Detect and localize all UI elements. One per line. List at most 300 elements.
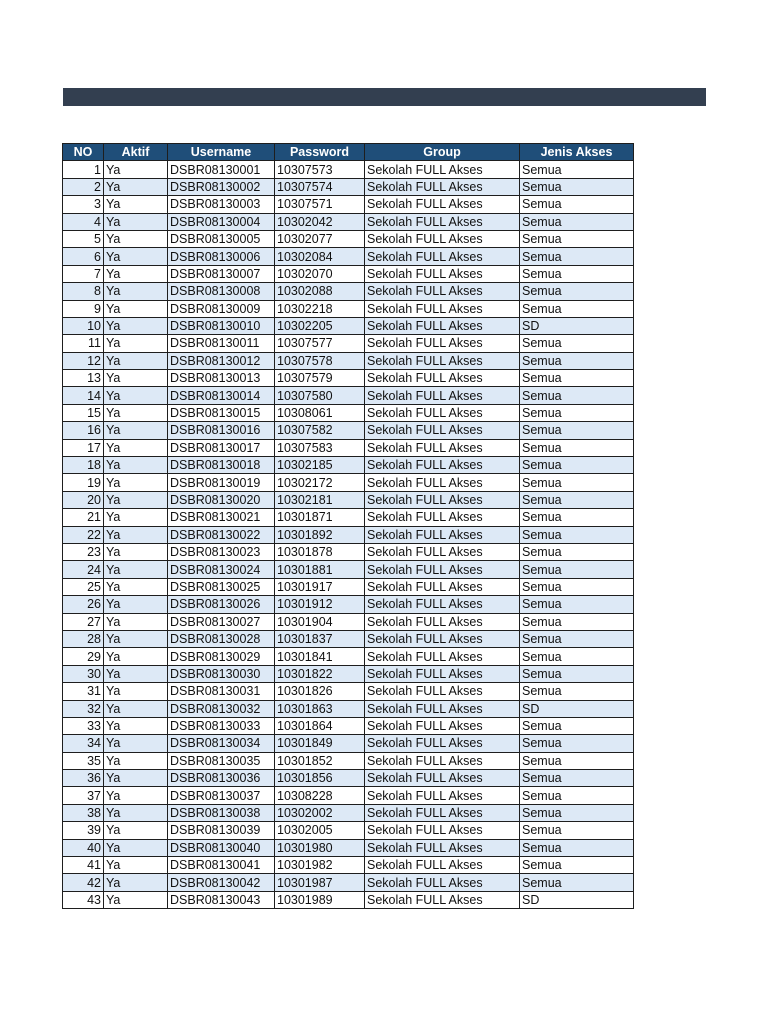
cell-jenis-akses: Semua — [520, 283, 634, 300]
cell-jenis-akses: Semua — [520, 822, 634, 839]
cell-aktif: Ya — [104, 804, 168, 821]
cell-username: DSBR08130037 — [168, 787, 275, 804]
cell-group: Sekolah FULL Akses — [365, 665, 520, 682]
cell-username: DSBR08130010 — [168, 317, 275, 334]
cell-jenis-akses: Semua — [520, 596, 634, 613]
cell-username: DSBR08130008 — [168, 283, 275, 300]
cell-no: 4 — [63, 213, 104, 230]
table-row — [63, 526, 634, 543]
cell-aktif: Ya — [104, 283, 168, 300]
cell-jenis-akses: Semua — [520, 439, 634, 456]
cell-jenis-akses: Semua — [520, 857, 634, 874]
cell-jenis-akses: Semua — [520, 248, 634, 265]
cell-password: 10302005 — [275, 822, 365, 839]
cell-jenis-akses: Semua — [520, 683, 634, 700]
cell-no: 9 — [63, 300, 104, 317]
cell-username: DSBR08130036 — [168, 770, 275, 787]
cell-aktif: Ya — [104, 822, 168, 839]
cell-group: Sekolah FULL Akses — [365, 161, 520, 178]
cell-password: 10302172 — [275, 474, 365, 491]
cell-aktif: Ya — [104, 370, 168, 387]
cell-no: 23 — [63, 543, 104, 560]
cell-group: Sekolah FULL Akses — [365, 543, 520, 560]
table-row — [63, 543, 634, 560]
cell-jenis-akses: Semua — [520, 787, 634, 804]
cell-aktif: Ya — [104, 161, 168, 178]
cell-jenis-akses: Semua — [520, 422, 634, 439]
cell-password: 10302077 — [275, 230, 365, 247]
cell-no: 33 — [63, 717, 104, 734]
cell-jenis-akses: SD — [520, 891, 634, 908]
cell-no: 14 — [63, 387, 104, 404]
cell-jenis-akses: Semua — [520, 839, 634, 856]
cell-jenis-akses: Semua — [520, 717, 634, 734]
cell-username: DSBR08130038 — [168, 804, 275, 821]
table-row — [63, 317, 634, 334]
cell-group: Sekolah FULL Akses — [365, 265, 520, 282]
cell-jenis-akses: Semua — [520, 613, 634, 630]
cell-aktif: Ya — [104, 335, 168, 352]
cell-aktif: Ya — [104, 752, 168, 769]
cell-group: Sekolah FULL Akses — [365, 804, 520, 821]
cell-group: Sekolah FULL Akses — [365, 196, 520, 213]
table-row — [63, 248, 634, 265]
table-row — [63, 474, 634, 491]
cell-password: 10308061 — [275, 404, 365, 421]
cell-jenis-akses: Semua — [520, 770, 634, 787]
cell-no: 1 — [63, 161, 104, 178]
column-header-jenis-akses: Jenis Akses — [520, 144, 634, 161]
cell-no: 12 — [63, 352, 104, 369]
cell-password: 10301904 — [275, 613, 365, 630]
table-row — [63, 300, 634, 317]
cell-group: Sekolah FULL Akses — [365, 578, 520, 595]
cell-password: 10301987 — [275, 874, 365, 891]
cell-username: DSBR08130028 — [168, 630, 275, 647]
cell-jenis-akses: Semua — [520, 509, 634, 526]
cell-group: Sekolah FULL Akses — [365, 874, 520, 891]
cell-group: Sekolah FULL Akses — [365, 648, 520, 665]
cell-group: Sekolah FULL Akses — [365, 335, 520, 352]
cell-no: 3 — [63, 196, 104, 213]
accounts-table — [62, 143, 634, 909]
cell-password: 10301852 — [275, 752, 365, 769]
cell-aktif: Ya — [104, 248, 168, 265]
cell-username: DSBR08130042 — [168, 874, 275, 891]
cell-group: Sekolah FULL Akses — [365, 439, 520, 456]
cell-group: Sekolah FULL Akses — [365, 839, 520, 856]
cell-aktif: Ya — [104, 509, 168, 526]
cell-username: DSBR08130015 — [168, 404, 275, 421]
cell-password: 10302042 — [275, 213, 365, 230]
cell-username: DSBR08130001 — [168, 161, 275, 178]
cell-aktif: Ya — [104, 874, 168, 891]
cell-no: 21 — [63, 509, 104, 526]
table-row — [63, 822, 634, 839]
cell-jenis-akses: Semua — [520, 561, 634, 578]
cell-group: Sekolah FULL Akses — [365, 283, 520, 300]
cell-aktif: Ya — [104, 683, 168, 700]
cell-password: 10307577 — [275, 335, 365, 352]
table-row — [63, 178, 634, 195]
cell-group: Sekolah FULL Akses — [365, 630, 520, 647]
cell-no: 11 — [63, 335, 104, 352]
cell-jenis-akses: Semua — [520, 804, 634, 821]
cell-jenis-akses: Semua — [520, 474, 634, 491]
cell-jenis-akses: Semua — [520, 161, 634, 178]
cell-password: 10301871 — [275, 509, 365, 526]
cell-password: 10301849 — [275, 735, 365, 752]
cell-username: DSBR08130032 — [168, 700, 275, 717]
cell-group: Sekolah FULL Akses — [365, 596, 520, 613]
table-row — [63, 509, 634, 526]
table-row — [63, 387, 634, 404]
cell-group: Sekolah FULL Akses — [365, 526, 520, 543]
cell-no: 28 — [63, 630, 104, 647]
column-header-password: Password — [275, 144, 365, 161]
table-row — [63, 804, 634, 821]
cell-aktif: Ya — [104, 491, 168, 508]
cell-username: DSBR08130043 — [168, 891, 275, 908]
cell-username: DSBR08130041 — [168, 857, 275, 874]
cell-username: DSBR08130026 — [168, 596, 275, 613]
cell-group: Sekolah FULL Akses — [365, 857, 520, 874]
cell-jenis-akses: Semua — [520, 752, 634, 769]
table-row — [63, 352, 634, 369]
table-row — [63, 665, 634, 682]
table-row — [63, 857, 634, 874]
cell-no: 34 — [63, 735, 104, 752]
cell-jenis-akses: Semua — [520, 265, 634, 282]
cell-username: DSBR08130030 — [168, 665, 275, 682]
cell-aktif: Ya — [104, 457, 168, 474]
table-row — [63, 370, 634, 387]
cell-jenis-akses: Semua — [520, 335, 634, 352]
cell-no: 35 — [63, 752, 104, 769]
cell-username: DSBR08130025 — [168, 578, 275, 595]
cell-no: 16 — [63, 422, 104, 439]
cell-username: DSBR08130040 — [168, 839, 275, 856]
table-row — [63, 891, 634, 908]
cell-no: 19 — [63, 474, 104, 491]
cell-jenis-akses: Semua — [520, 352, 634, 369]
table-row — [63, 578, 634, 595]
cell-jenis-akses: Semua — [520, 213, 634, 230]
cell-no: 5 — [63, 230, 104, 247]
table-row — [63, 770, 634, 787]
table-row — [63, 683, 634, 700]
cell-password: 10302218 — [275, 300, 365, 317]
cell-group: Sekolah FULL Akses — [365, 457, 520, 474]
cell-group: Sekolah FULL Akses — [365, 509, 520, 526]
table-row — [63, 717, 634, 734]
table-row — [63, 457, 634, 474]
cell-group: Sekolah FULL Akses — [365, 700, 520, 717]
cell-no: 31 — [63, 683, 104, 700]
cell-no: 39 — [63, 822, 104, 839]
cell-no: 15 — [63, 404, 104, 421]
cell-password: 10307578 — [275, 352, 365, 369]
cell-aktif: Ya — [104, 265, 168, 282]
cell-password: 10301982 — [275, 857, 365, 874]
cell-password: 10302070 — [275, 265, 365, 282]
cell-group: Sekolah FULL Akses — [365, 404, 520, 421]
cell-jenis-akses: Semua — [520, 457, 634, 474]
table-row — [63, 874, 634, 891]
cell-password: 10302002 — [275, 804, 365, 821]
cell-username: DSBR08130002 — [168, 178, 275, 195]
cell-username: DSBR08130017 — [168, 439, 275, 456]
cell-password: 10301881 — [275, 561, 365, 578]
cell-password: 10307583 — [275, 439, 365, 456]
cell-group: Sekolah FULL Akses — [365, 213, 520, 230]
cell-password: 10301892 — [275, 526, 365, 543]
cell-jenis-akses: SD — [520, 317, 634, 334]
cell-group: Sekolah FULL Akses — [365, 422, 520, 439]
table-row — [63, 700, 634, 717]
cell-jenis-akses: Semua — [520, 735, 634, 752]
table-row — [63, 213, 634, 230]
cell-username: DSBR08130005 — [168, 230, 275, 247]
cell-group: Sekolah FULL Akses — [365, 387, 520, 404]
cell-password: 10301826 — [275, 683, 365, 700]
cell-no: 30 — [63, 665, 104, 682]
cell-group: Sekolah FULL Akses — [365, 491, 520, 508]
cell-jenis-akses: SD — [520, 700, 634, 717]
cell-no: 26 — [63, 596, 104, 613]
cell-jenis-akses: Semua — [520, 648, 634, 665]
cell-password: 10301989 — [275, 891, 365, 908]
cell-jenis-akses: Semua — [520, 491, 634, 508]
cell-no: 6 — [63, 248, 104, 265]
cell-jenis-akses: Semua — [520, 526, 634, 543]
cell-username: DSBR08130006 — [168, 248, 275, 265]
cell-no: 8 — [63, 283, 104, 300]
cell-username: DSBR08130021 — [168, 509, 275, 526]
cell-group: Sekolah FULL Akses — [365, 178, 520, 195]
cell-username: DSBR08130039 — [168, 822, 275, 839]
cell-group: Sekolah FULL Akses — [365, 300, 520, 317]
table-row — [63, 422, 634, 439]
cell-aktif: Ya — [104, 891, 168, 908]
cell-group: Sekolah FULL Akses — [365, 735, 520, 752]
cell-jenis-akses: Semua — [520, 665, 634, 682]
cell-password: 10301841 — [275, 648, 365, 665]
cell-password: 10302181 — [275, 491, 365, 508]
cell-no: 38 — [63, 804, 104, 821]
cell-password: 10301864 — [275, 717, 365, 734]
cell-jenis-akses: Semua — [520, 578, 634, 595]
cell-group: Sekolah FULL Akses — [365, 230, 520, 247]
cell-password: 10301912 — [275, 596, 365, 613]
cell-password: 10307582 — [275, 422, 365, 439]
cell-password: 10307573 — [275, 161, 365, 178]
cell-aktif: Ya — [104, 839, 168, 856]
cell-aktif: Ya — [104, 387, 168, 404]
cell-password: 10307579 — [275, 370, 365, 387]
cell-no: 2 — [63, 178, 104, 195]
table-header-row — [63, 144, 634, 161]
cell-group: Sekolah FULL Akses — [365, 474, 520, 491]
cell-jenis-akses: Semua — [520, 543, 634, 560]
cell-aktif: Ya — [104, 578, 168, 595]
table-row — [63, 648, 634, 665]
cell-no: 18 — [63, 457, 104, 474]
cell-username: DSBR08130011 — [168, 335, 275, 352]
cell-no: 37 — [63, 787, 104, 804]
cell-no: 36 — [63, 770, 104, 787]
cell-aktif: Ya — [104, 300, 168, 317]
cell-group: Sekolah FULL Akses — [365, 317, 520, 334]
cell-jenis-akses: Semua — [520, 874, 634, 891]
table-row — [63, 752, 634, 769]
cell-password: 10301917 — [275, 578, 365, 595]
cell-no: 25 — [63, 578, 104, 595]
cell-jenis-akses: Semua — [520, 370, 634, 387]
cell-aktif: Ya — [104, 178, 168, 195]
cell-username: DSBR08130020 — [168, 491, 275, 508]
cell-group: Sekolah FULL Akses — [365, 370, 520, 387]
table-row — [63, 283, 634, 300]
cell-password: 10301980 — [275, 839, 365, 856]
cell-jenis-akses: Semua — [520, 404, 634, 421]
table-row — [63, 839, 634, 856]
cell-aktif: Ya — [104, 630, 168, 647]
cell-group: Sekolah FULL Akses — [365, 352, 520, 369]
cell-aktif: Ya — [104, 317, 168, 334]
table-row — [63, 491, 634, 508]
cell-password: 10301878 — [275, 543, 365, 560]
cell-no: 32 — [63, 700, 104, 717]
cell-username: DSBR08130007 — [168, 265, 275, 282]
table-row — [63, 735, 634, 752]
cell-aktif: Ya — [104, 787, 168, 804]
cell-username: DSBR08130027 — [168, 613, 275, 630]
table-row — [63, 613, 634, 630]
cell-group: Sekolah FULL Akses — [365, 752, 520, 769]
table-row — [63, 561, 634, 578]
cell-aktif: Ya — [104, 648, 168, 665]
cell-no: 22 — [63, 526, 104, 543]
column-header-group: Group — [365, 144, 520, 161]
table-row — [63, 596, 634, 613]
cell-username: DSBR08130009 — [168, 300, 275, 317]
cell-username: DSBR08130019 — [168, 474, 275, 491]
cell-jenis-akses: Semua — [520, 387, 634, 404]
cell-username: DSBR08130029 — [168, 648, 275, 665]
cell-group: Sekolah FULL Akses — [365, 561, 520, 578]
cell-aktif: Ya — [104, 613, 168, 630]
table-row — [63, 630, 634, 647]
cell-no: 27 — [63, 613, 104, 630]
cell-username: DSBR08130031 — [168, 683, 275, 700]
column-header-aktif: Aktif — [104, 144, 168, 161]
cell-group: Sekolah FULL Akses — [365, 822, 520, 839]
cell-password: 10301822 — [275, 665, 365, 682]
cell-username: DSBR08130034 — [168, 735, 275, 752]
cell-no: 17 — [63, 439, 104, 456]
cell-aktif: Ya — [104, 439, 168, 456]
cell-group: Sekolah FULL Akses — [365, 787, 520, 804]
table-row — [63, 439, 634, 456]
cell-no: 10 — [63, 317, 104, 334]
cell-password: 10302088 — [275, 283, 365, 300]
cell-password: 10301856 — [275, 770, 365, 787]
cell-password: 10307574 — [275, 178, 365, 195]
cell-aktif: Ya — [104, 543, 168, 560]
cell-username: DSBR08130024 — [168, 561, 275, 578]
cell-aktif: Ya — [104, 352, 168, 369]
cell-aktif: Ya — [104, 596, 168, 613]
cell-no: 13 — [63, 370, 104, 387]
cell-aktif: Ya — [104, 857, 168, 874]
cell-password: 10302185 — [275, 457, 365, 474]
cell-no: 20 — [63, 491, 104, 508]
cell-group: Sekolah FULL Akses — [365, 613, 520, 630]
cell-username: DSBR08130013 — [168, 370, 275, 387]
table-row — [63, 161, 634, 178]
cell-aktif: Ya — [104, 561, 168, 578]
cell-password: 10302084 — [275, 248, 365, 265]
cell-username: DSBR08130016 — [168, 422, 275, 439]
table-row — [63, 335, 634, 352]
cell-password: 10301837 — [275, 630, 365, 647]
cell-group: Sekolah FULL Akses — [365, 248, 520, 265]
column-header-no: NO — [63, 144, 104, 161]
cell-aktif: Ya — [104, 717, 168, 734]
title-bar — [63, 88, 706, 106]
cell-no: 40 — [63, 839, 104, 856]
cell-aktif: Ya — [104, 526, 168, 543]
cell-password: 10307580 — [275, 387, 365, 404]
cell-no: 29 — [63, 648, 104, 665]
table-row — [63, 787, 634, 804]
cell-jenis-akses: Semua — [520, 630, 634, 647]
cell-username: DSBR08130018 — [168, 457, 275, 474]
cell-jenis-akses: Semua — [520, 300, 634, 317]
cell-password: 10308228 — [275, 787, 365, 804]
cell-password: 10302205 — [275, 317, 365, 334]
cell-group: Sekolah FULL Akses — [365, 717, 520, 734]
cell-username: DSBR08130012 — [168, 352, 275, 369]
cell-aktif: Ya — [104, 213, 168, 230]
table-row — [63, 196, 634, 213]
table-row — [63, 230, 634, 247]
cell-aktif: Ya — [104, 230, 168, 247]
cell-aktif: Ya — [104, 474, 168, 491]
cell-jenis-akses: Semua — [520, 196, 634, 213]
cell-no: 42 — [63, 874, 104, 891]
cell-password: 10301863 — [275, 700, 365, 717]
cell-no: 24 — [63, 561, 104, 578]
table-row — [63, 404, 634, 421]
cell-group: Sekolah FULL Akses — [365, 683, 520, 700]
cell-no: 7 — [63, 265, 104, 282]
cell-aktif: Ya — [104, 404, 168, 421]
cell-username: DSBR08130022 — [168, 526, 275, 543]
cell-aktif: Ya — [104, 665, 168, 682]
cell-jenis-akses: Semua — [520, 178, 634, 195]
cell-group: Sekolah FULL Akses — [365, 770, 520, 787]
cell-username: DSBR08130004 — [168, 213, 275, 230]
cell-username: DSBR08130035 — [168, 752, 275, 769]
cell-username: DSBR08130003 — [168, 196, 275, 213]
cell-password: 10307571 — [275, 196, 365, 213]
cell-aktif: Ya — [104, 196, 168, 213]
cell-no: 43 — [63, 891, 104, 908]
cell-username: DSBR08130033 — [168, 717, 275, 734]
cell-aktif: Ya — [104, 735, 168, 752]
